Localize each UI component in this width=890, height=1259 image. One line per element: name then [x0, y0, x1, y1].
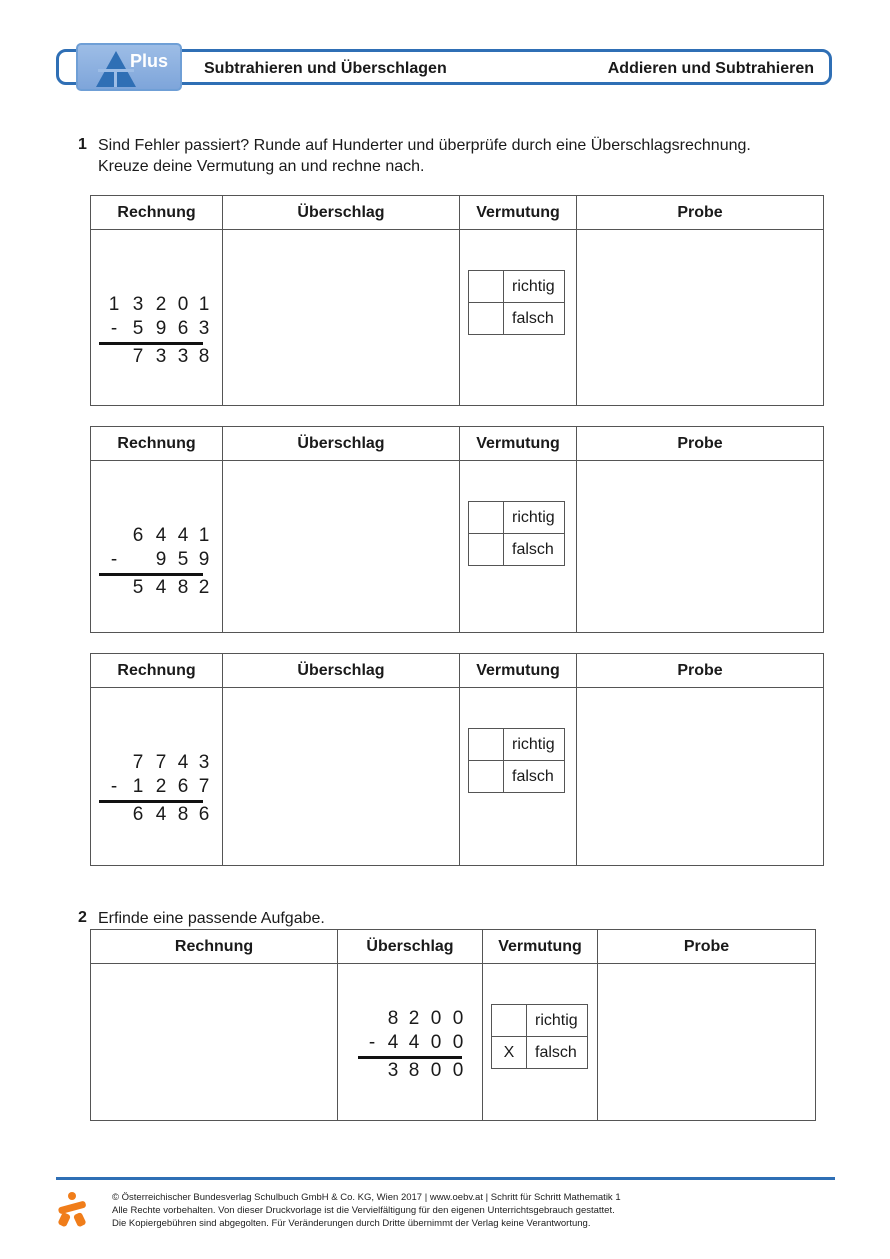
- rechnung-cell: [91, 461, 223, 633]
- col-header-vermutung: Vermutung: [460, 427, 577, 461]
- col-header-rechnung: Rechnung: [91, 427, 223, 461]
- footer-line: [56, 1177, 835, 1180]
- digit: 1: [108, 294, 120, 315]
- digit: 0: [177, 294, 189, 315]
- task-1-number: 1: [78, 136, 87, 153]
- sum-line: [358, 1056, 462, 1059]
- col-header-rechnung: Rechnung: [91, 654, 223, 688]
- label-falsch: falsch: [504, 761, 565, 793]
- plus-logo: [76, 43, 182, 91]
- digit: 1: [132, 776, 144, 797]
- worksheet-table-1: [90, 195, 824, 406]
- label-falsch: falsch: [504, 534, 565, 566]
- checkbox-falsch[interactable]: [469, 534, 504, 566]
- footer-line-2: Alle Rechte vorbehalten. Von dieser Druckvorlage ist die Vervielfältigung für den eigenen Unterrichtsgebrauch gestattet.: [112, 1205, 615, 1216]
- vermutung-cell: [460, 230, 577, 406]
- col-header-vermutung: Vermutung: [460, 196, 577, 230]
- digit: 5: [132, 318, 144, 339]
- digit: 2: [198, 577, 210, 598]
- worksheet-table-3: [90, 653, 824, 866]
- checkbox-falsch[interactable]: [469, 761, 504, 793]
- ueberschlag-cell[interactable]: [223, 461, 460, 633]
- digit: 3: [132, 294, 144, 315]
- digit: 5: [132, 577, 144, 598]
- digit: 0: [430, 1032, 442, 1053]
- task-2-text: Erfinde eine passende Aufgabe.: [98, 910, 325, 927]
- digit: 2: [408, 1008, 420, 1029]
- col-header-rechnung: Rechnung: [91, 196, 223, 230]
- rechnung-cell: [91, 688, 223, 866]
- digit: 4: [155, 804, 167, 825]
- worksheet-table-4: [90, 929, 816, 1121]
- digit: 0: [452, 1032, 464, 1053]
- checkbox-richtig[interactable]: [492, 1005, 527, 1037]
- rechnung-cell[interactable]: [91, 964, 338, 1121]
- vermutung-cell: [460, 688, 577, 866]
- digit: 9: [155, 318, 167, 339]
- digit: 3: [155, 346, 167, 367]
- digit: 0: [452, 1060, 464, 1081]
- task-1-line-2: Kreuze deine Vermutung an und rechne nach.: [98, 158, 425, 175]
- label-falsch: falsch: [504, 303, 565, 335]
- digit: 3: [387, 1060, 399, 1081]
- digit: 7: [155, 752, 167, 773]
- ueberschlag-cell[interactable]: [223, 230, 460, 406]
- sum-line: [99, 342, 203, 345]
- digit: 2: [155, 294, 167, 315]
- digit: 6: [177, 776, 189, 797]
- digit: 6: [177, 318, 189, 339]
- estimate-calc: [358, 1008, 468, 1084]
- digit: 4: [387, 1032, 399, 1053]
- col-header-probe: Probe: [577, 196, 824, 230]
- digit: 2: [155, 776, 167, 797]
- sum-line: [99, 573, 203, 576]
- col-header-vermutung: Vermutung: [460, 654, 577, 688]
- vermutung-options: [468, 270, 565, 335]
- digit: 8: [408, 1060, 420, 1081]
- col-header-ueberschlag: Überschlag: [223, 654, 460, 688]
- label-richtig: richtig: [504, 502, 565, 534]
- minus-sign: -: [368, 1032, 376, 1053]
- digit: 7: [132, 346, 144, 367]
- col-header-probe: Probe: [598, 930, 816, 964]
- digit: 1: [198, 525, 210, 546]
- minus-sign: -: [110, 776, 118, 797]
- digit: 9: [198, 549, 210, 570]
- digit: 4: [155, 577, 167, 598]
- probe-cell[interactable]: [598, 964, 816, 1121]
- logo-text: Plus: [130, 51, 169, 71]
- worksheet-table-2: [90, 426, 824, 633]
- minus-sign: -: [110, 549, 118, 570]
- minus-sign: -: [110, 318, 118, 339]
- col-header-ueberschlag: Überschlag: [223, 196, 460, 230]
- ueberschlag-cell[interactable]: [223, 688, 460, 866]
- checkbox-falsch-checked[interactable]: X: [492, 1037, 527, 1069]
- sum-line: [99, 800, 203, 803]
- col-header-vermutung: Vermutung: [483, 930, 598, 964]
- digit: 4: [177, 525, 189, 546]
- digit: 3: [198, 318, 210, 339]
- vermutung-cell: [460, 461, 577, 633]
- col-header-probe: Probe: [577, 427, 824, 461]
- checkbox-richtig[interactable]: [469, 502, 504, 534]
- vermutung-options: [468, 728, 565, 793]
- vermutung-options: [491, 1004, 588, 1069]
- digit: 4: [155, 525, 167, 546]
- digit: 3: [198, 752, 210, 773]
- digit: 8: [198, 346, 210, 367]
- vermutung-options: [468, 501, 565, 566]
- label-richtig: richtig: [504, 271, 565, 303]
- digit: 4: [177, 752, 189, 773]
- digit: 0: [452, 1008, 464, 1029]
- label-falsch: falsch: [527, 1037, 588, 1069]
- col-header-probe: Probe: [577, 654, 824, 688]
- subtraction-calc: [99, 752, 209, 828]
- digit: 0: [430, 1008, 442, 1029]
- footer-line-3: Die Kopiergebühren sind abgegolten. Für Veränderungen durch Dritte übernimmt der Verlag keine Verantwortung.: [112, 1218, 591, 1229]
- footer-line-1: © Österreichischer Bundesverlag Schulbuch GmbH & Co. KG, Wien 2017 | www.oebv.at | Schritt für Schritt Mathematik 1: [112, 1192, 621, 1203]
- publisher-logo-icon: [54, 1191, 90, 1227]
- digit: 7: [198, 776, 210, 797]
- checkbox-richtig[interactable]: [469, 271, 504, 303]
- header-title-right: Addieren und Subtrahieren: [607, 60, 814, 77]
- digit: 6: [132, 804, 144, 825]
- task-2-number: 2: [78, 909, 87, 926]
- digit: 8: [387, 1008, 399, 1029]
- label-richtig: richtig: [527, 1005, 588, 1037]
- probe-cell[interactable]: [577, 688, 824, 866]
- checkbox-falsch[interactable]: [469, 303, 504, 335]
- vermutung-cell: [483, 964, 598, 1121]
- digit: 8: [177, 577, 189, 598]
- digit: 3: [177, 346, 189, 367]
- col-header-ueberschlag: Überschlag: [223, 427, 460, 461]
- digit: 7: [132, 752, 144, 773]
- digit: 6: [198, 804, 210, 825]
- checkbox-richtig[interactable]: [469, 729, 504, 761]
- header-title-left: Subtrahieren und Überschlagen: [204, 60, 447, 77]
- col-header-ueberschlag: Überschlag: [338, 930, 483, 964]
- label-richtig: richtig: [504, 729, 565, 761]
- col-header-rechnung: Rechnung: [91, 930, 338, 964]
- digit: 5: [177, 549, 189, 570]
- probe-cell[interactable]: [577, 461, 824, 633]
- probe-cell[interactable]: [577, 230, 824, 406]
- digit: 8: [177, 804, 189, 825]
- digit: 6: [132, 525, 144, 546]
- digit: 9: [155, 549, 167, 570]
- subtraction-calc: [99, 294, 209, 370]
- subtraction-calc: [99, 525, 209, 601]
- digit: 1: [198, 294, 210, 315]
- ueberschlag-cell: [338, 964, 483, 1121]
- digit: 0: [430, 1060, 442, 1081]
- digit: 4: [408, 1032, 420, 1053]
- rechnung-cell: [91, 230, 223, 406]
- task-1-line-1: Sind Fehler passiert? Runde auf Hunderter und überprüfe durch eine Überschlagsrechnung.: [98, 137, 751, 154]
